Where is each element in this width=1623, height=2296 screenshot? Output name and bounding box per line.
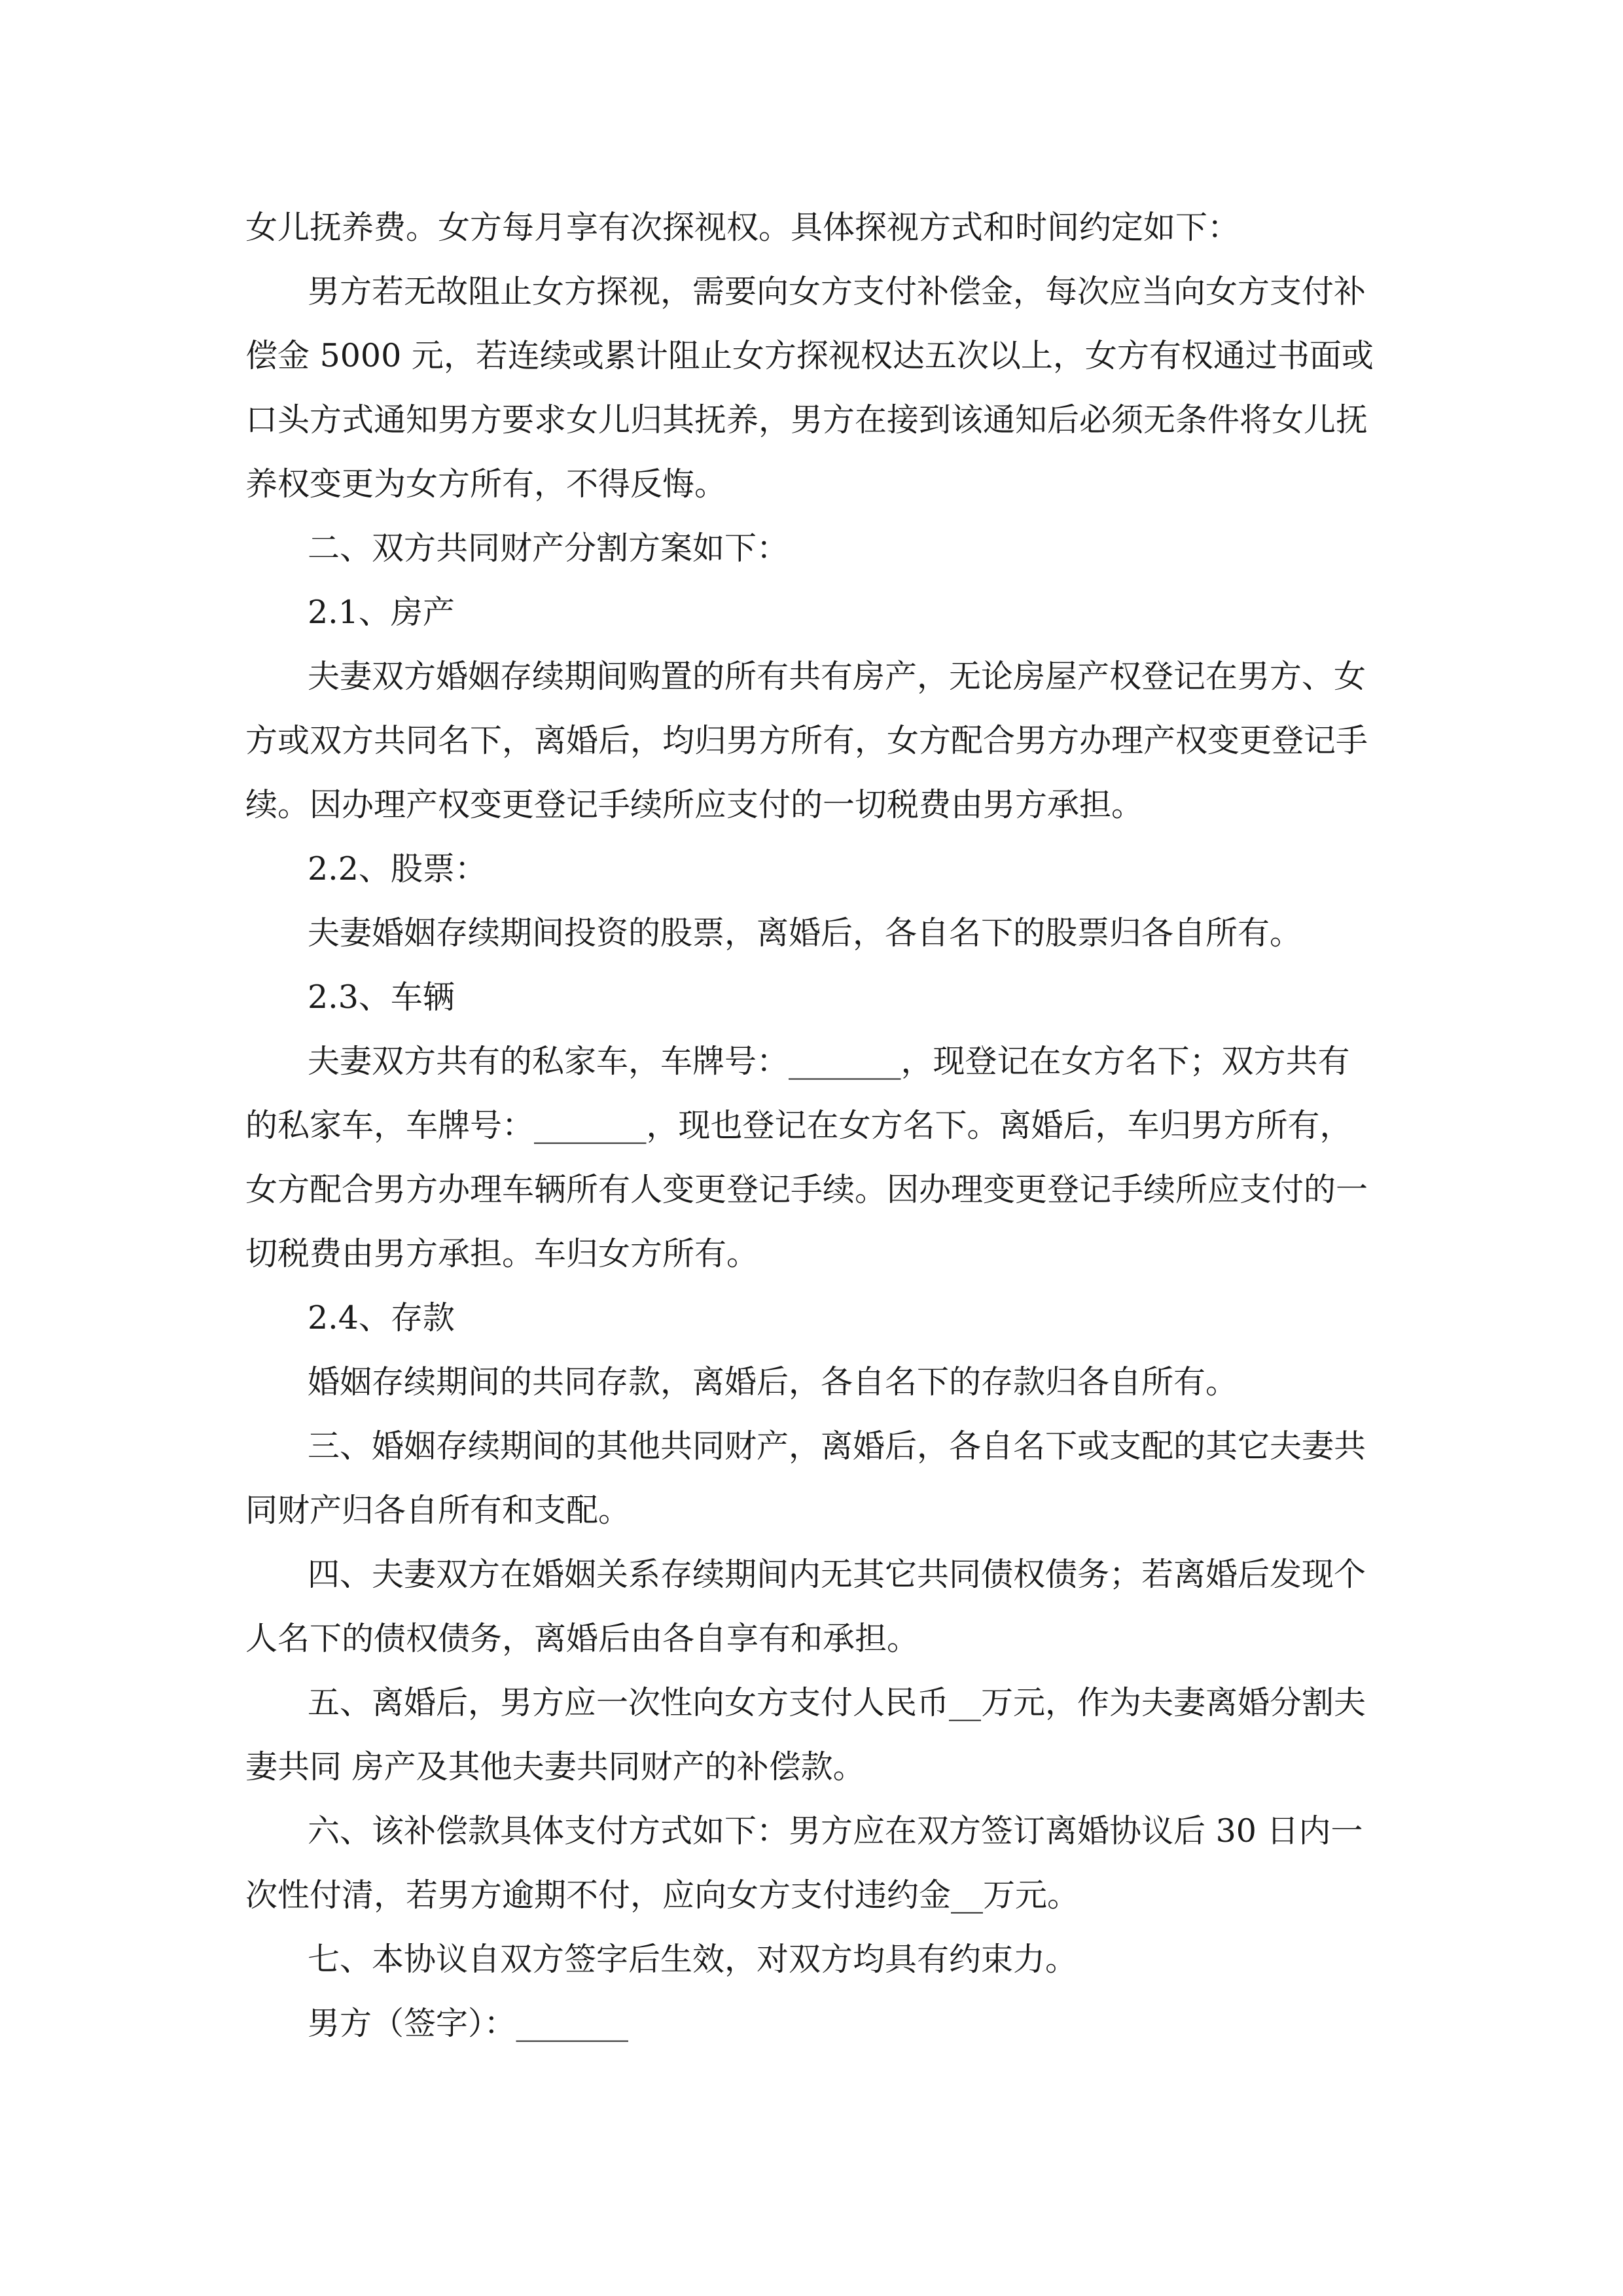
text-line: 人名下的债权债务，离婚后由各自享有和承担。 [245,1620,919,1657]
signature-line: 男方（签字）：_______ [308,2005,629,2042]
text-line: 四、夫妻双方在婚姻关系存续期间内无其它共同债权债务；若离婚后发现个 [308,1556,1366,1593]
text-line: 切税费由男方承担。车归女方所有。 [245,1235,759,1272]
text-line: 续。因办理产权变更登记手续所应支付的一切税费由男方承担。 [245,786,1144,823]
text-line: 偿金 5000 元，若连续或累计阻止女方探视权达五次以上，女方有权通过书面或 [245,337,1374,374]
text-line: 夫妻婚姻存续期间投资的股票，离婚后，各自名下的股票归各自所有。 [308,914,1302,952]
text-line: 三、婚姻存续期间的其他共同财产，离婚后，各自名下或支配的其它夫妻共 [308,1427,1366,1465]
text-line: 七、本协议自双方签字后生效，对双方均具有约束力。 [308,1941,1078,1978]
text-line: 口头方式通知男方要求女儿归其抚养，男方在接到该通知后必须无条件将女儿抚 [245,401,1368,439]
text-line: 婚姻存续期间的共同存款，离婚后，各自名下的存款归各自所有。 [308,1363,1238,1401]
subsection-heading: 2.4、存款 [308,1299,455,1336]
subsection-heading: 2.2、股票： [308,850,487,888]
text-line: 五、离婚后，男方应一次性向女方支付人民币__万元，作为夫妻离婚分割夫 [308,1684,1366,1721]
text-line: 男方若无故阻止女方探视，需要向女方支付补偿金，每次应当向女方支付补 [308,273,1366,310]
text-line: 次性付清，若男方逾期不付，应向女方支付违约金__万元。 [245,1876,1080,1914]
text-line: 的私家车，车牌号：_______，现也登记在女方名下。离婚后，车归男方所有， [245,1107,1352,1144]
subsection-heading: 2.1、房产 [308,594,455,631]
text-line: 六、该补偿款具体支付方式如下：男方应在双方签订离婚协议后 30 日内一 [308,1812,1363,1850]
subsection-heading: 2.3、车辆 [308,978,455,1016]
text-line: 养权变更为女方所有，不得反悔。 [245,465,727,503]
text-line: 夫妻双方共有的私家车，车牌号：_______，现登记在女方名下；双方共有 [308,1043,1350,1080]
text-line: 同财产归各自所有和支配。 [245,1492,631,1529]
text-line: 女儿抚养费。女方每月享有次探视权。具体探视方式和时间约定如下： [245,209,1240,246]
text-line: 方或双方共同名下，离婚后，均归男方所有，女方配合男方办理产权变更登记手 [245,722,1368,759]
text-line: 夫妻双方婚姻存续期间购置的所有共有房产，无论房屋产权登记在男方、女 [308,658,1366,695]
text-line: 女方配合男方办理车辆所有人变更登记手续。因办理变更登记手续所应支付的一 [245,1171,1368,1208]
section-heading: 二、双方共同财产分割方案如下： [308,529,789,567]
text-line: 妻共同 房产及其他夫妻共同财产的补偿款。 [245,1748,865,1785]
